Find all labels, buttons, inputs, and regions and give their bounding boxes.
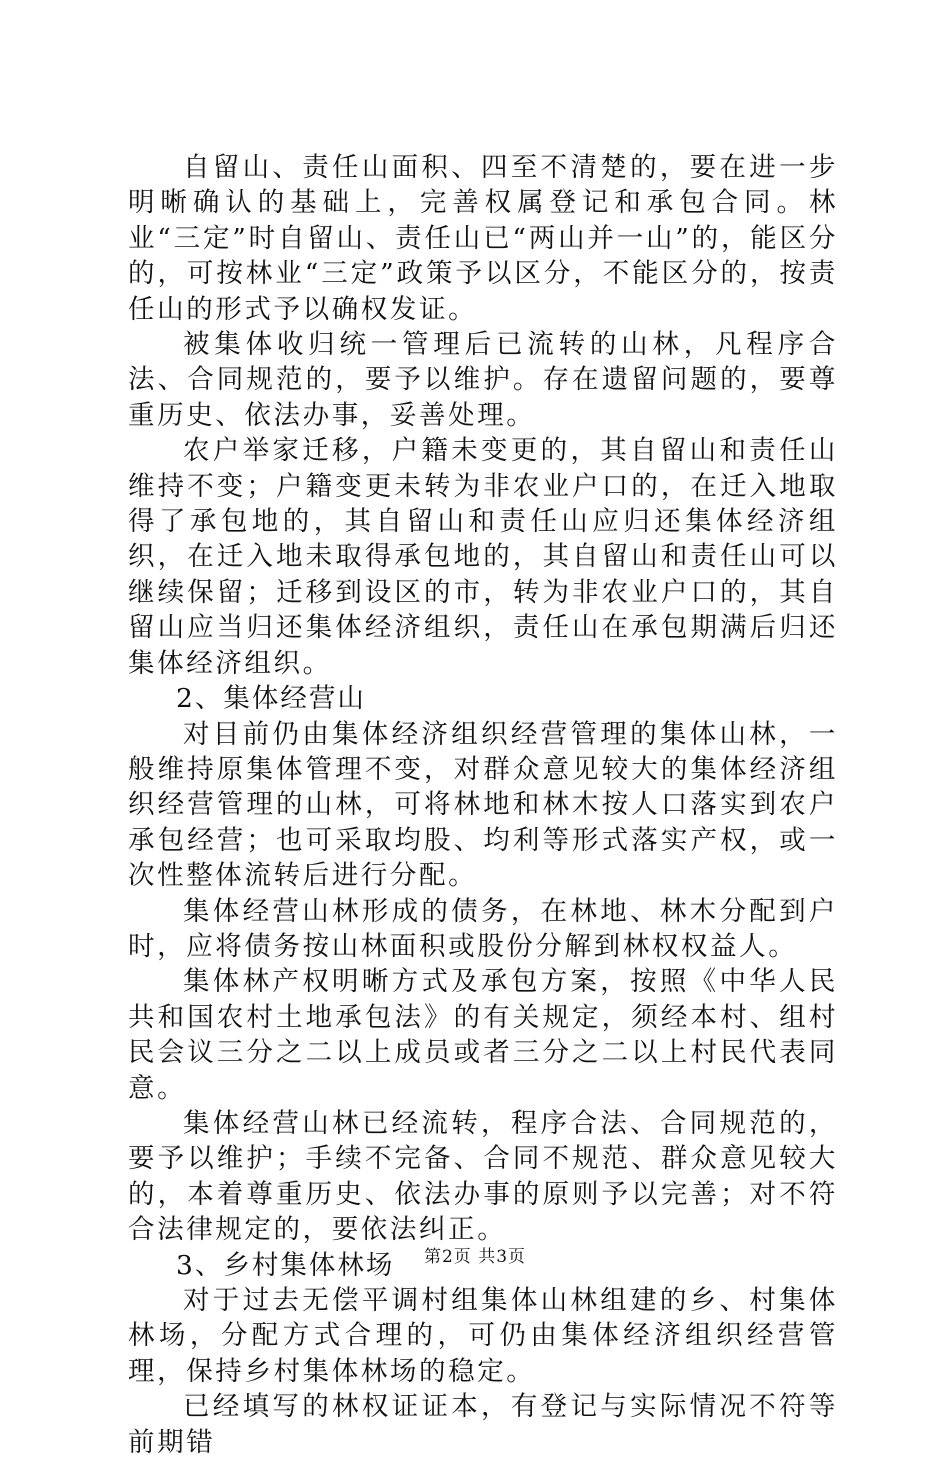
section-heading: 2、集体经营山	[176, 683, 366, 715]
paragraph: 集体经营山林形成的债务，在林地、林木分配到户时，应将债务按山林面积或股份分解到林权权益人。	[128, 895, 838, 962]
paragraph: 对于过去无偿平调村组集体山林组建的乡、村集体林场，分配方式合理的，可仍由集体经济组织经营管理，保持乡村集体林场的稳定。	[128, 1285, 838, 1387]
section-heading: 3、乡村集体林场	[176, 1249, 395, 1281]
paragraph: 集体林产权明晰方式及承包方案，按照《中华人民共和国农村土地承包法》的有关规定，须经本村、组村民会议三分之二以上成员或者三分之二以上村民代表同意。	[128, 966, 838, 1104]
paragraph: 对目前仍由集体经济组织经营管理的集体山林，一般维持原集体管理不变，对群众意见较大的集体经济组织经营管理的山林，可将林地和林木按人口落实到农户承包经营；也可采取均股、均利等形式落实产权，或一次性整体流转后进行分配。	[128, 718, 838, 892]
paragraph: 自留山、责任山面积、四至不清楚的，要在进一步明晰确认的基础上，完善权属登记和承包合同。林业“三定”时自留山、责任山已“两山并一山”的，能区分的，可按林业“三定”政策予以区分，不能区分的，按责任山的形式予以确权发证。	[128, 152, 838, 325]
paragraph: 农户举家迁移，户籍未变更的，其自留山和责任山维持不变；户籍变更未转为非农业户口的，在迁入地取得了承包地的，其自留山和责任山应归还集体经济组织，在迁入地未取得承包地的，其自留山和责任山可以继续保留；迁移到设区的市，转为非农业户口的，其自留山应当归还集体经济组织，责任山在承包期满后归还集体经济组织。	[128, 435, 838, 679]
paragraph: 被集体收归统一管理后已流转的山林，凡程序合法、合同规范的，要予以维护。存在遗留问题的，要尊重历史、依法办事，妥善处理。	[128, 329, 838, 431]
paragraph: 集体经营山林已经流转，程序合法、合同规范的，要予以维护；手续不完备、合同不规范、群众意见较大的，本着尊重历史、依法办事的原则予以完善；对不符合法律规定的，要依法纠正。	[128, 1107, 838, 1246]
paragraph: 已经填写的林权证证本，有登记与实际情况不符等前期错	[128, 1391, 838, 1458]
page-number-footer: 第2页 共3页	[423, 1247, 527, 1267]
